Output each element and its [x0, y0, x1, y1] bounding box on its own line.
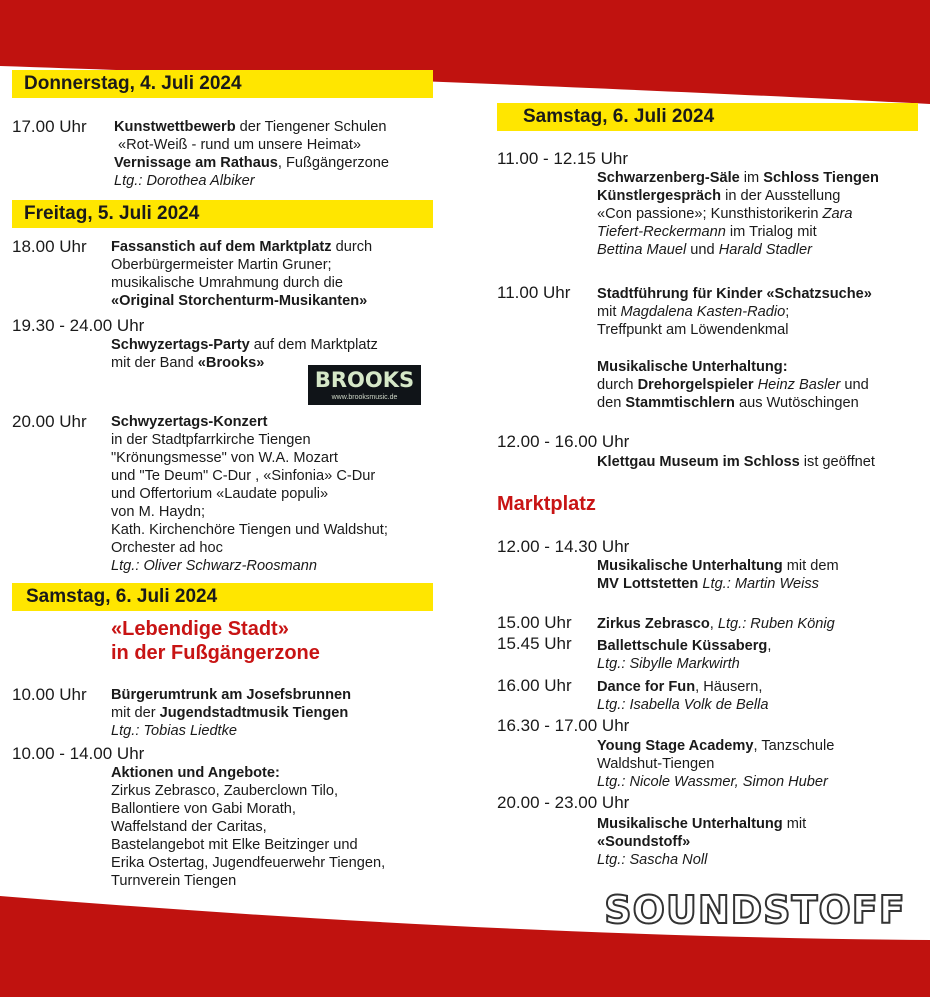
- marktplatz-event-5-line-1: Young Stage Academy, Tanzschule: [597, 738, 835, 754]
- saturday-left-event-1-line-1: Bürgerumtrunk am Josefsbrunnen: [111, 687, 352, 703]
- friday-time-1: 18.00 Uhr: [12, 237, 87, 256]
- saturday-left-time-2: 10.00 - 14.00 Uhr: [12, 744, 145, 763]
- saturday-right-event-2-line-1: Stadtführung für Kinder «Schatzsuche»: [597, 286, 872, 302]
- marktplatz-time-5: 16.30 - 17.00 Uhr: [497, 716, 630, 735]
- marktplatz-heading: Marktplatz: [497, 493, 596, 515]
- soundstoff-logo: SOUNDSTOFF: [604, 888, 906, 932]
- marktplatz-event-4-line-1: Dance for Fun, Häusern,: [597, 679, 763, 695]
- marktplatz-event-5-line-2: Waldshut-Tiengen: [597, 756, 715, 772]
- saturday-left-event-1-lead: Ltg.: Tobias Liedtke: [111, 723, 238, 739]
- saturday-left-time-1: 10.00 Uhr: [12, 685, 87, 704]
- friday-event-3-line: von M. Haydn;: [111, 504, 206, 520]
- saturday-right-event-3-line-2: durch Drehorgelspieler Heinz Basler und: [597, 377, 869, 393]
- saturday-right-event-1-line-3: «Con passione»; Kunsthistorikerin Zara: [597, 206, 853, 222]
- saturday-left-event-2-line: Zirkus Zebrasco, Zauberclown Tilo,: [111, 783, 339, 799]
- saturday-right-event-2-line-3: Treffpunkt am Löwendenkmal: [597, 322, 789, 338]
- friday-header: Freitag, 5. Juli 2024: [12, 200, 433, 228]
- saturday-left-event-2-title: Aktionen und Angebote:: [111, 765, 280, 781]
- friday-event-2-line-2: mit der Band «Brooks»: [111, 355, 265, 371]
- saturday-right-time-2: 11.00 Uhr: [497, 283, 571, 302]
- marktplatz-event-1-line-1: Musikalische Unterhaltung mit dem: [597, 558, 839, 574]
- saturday-right-event-1-line-2: Künstlergespräch in der Ausstellung: [597, 188, 841, 204]
- friday-event-1-line-4: «Original Storchenturm-Musikanten»: [111, 293, 368, 309]
- marktplatz-event-4-lead: Ltg.: Isabella Volk de Bella: [597, 697, 769, 713]
- brooks-logo-url: www.brooksmusic.de: [331, 394, 398, 401]
- brooks-logo-text: BROOKS: [314, 368, 415, 392]
- friday-event-1-line-2: Oberbürgermeister Martin Gruner;: [111, 257, 332, 273]
- saturday-right-event-2-line-2: mit Magdalena Kasten-Radio;: [597, 304, 790, 320]
- marktplatz-event-3-line-1: Ballettschule Küssaberg,: [597, 638, 772, 654]
- saturday-right-event-1-line-1: Schwarzenberg-Säle im Schloss Tiengen: [597, 170, 879, 186]
- friday-event-3-line: und "Te Deum" C-Dur , «Sinfonia» C-Dur: [111, 468, 376, 484]
- friday-event-1-line-3: musikalische Umrahmung durch die: [111, 275, 343, 291]
- friday-time-2: 19.30 - 24.00 Uhr: [12, 316, 145, 335]
- marktplatz-time-6: 20.00 - 23.00 Uhr: [497, 793, 630, 812]
- thursday-event-1-line-3: Vernissage am Rathaus, Fußgängerzone: [114, 155, 390, 171]
- marktplatz-time-1: 12.00 - 14.30 Uhr: [497, 537, 630, 556]
- saturday-right-event-3-title: Musikalische Unterhaltung:: [597, 359, 788, 375]
- saturday-right-time-3: 12.00 - 16.00 Uhr: [497, 432, 630, 451]
- marktplatz-time-4: 16.00 Uhr: [497, 676, 572, 695]
- thursday-event-1-line-2: «Rot-Weiß - rund um unsere Heimat»: [118, 137, 362, 153]
- saturday-left-header: Samstag, 6. Juli 2024: [12, 583, 433, 611]
- saturday-right-event-1-line-5: Bettina Mauel und Harald Stadler: [597, 242, 813, 258]
- friday-event-3-line: "Krönungsmesse" von W.A. Mozart: [111, 450, 338, 466]
- saturday-left-event-2-line: Erika Ostertag, Jugendfeuerwehr Tiengen,: [111, 855, 386, 871]
- friday-event-3-line: Kath. Kirchenchöre Tiengen und Waldshut;: [111, 522, 388, 538]
- thursday-event-1-lead: Ltg.: Dorothea Albiker: [114, 173, 255, 189]
- motto-line-2: in der Fußgängerzone: [111, 642, 320, 664]
- friday-event-3-line: in der Stadtpfarrkirche Tiengen: [111, 432, 311, 448]
- thursday-event-1-line-1: Kunstwettbewerb der Tiengener Schulen: [114, 119, 387, 135]
- friday-event-3-lead: Ltg.: Oliver Schwarz-Roosmann: [111, 558, 318, 574]
- friday-event-2-line-1: Schwyzertags-Party auf dem Marktplatz: [111, 337, 378, 353]
- marktplatz-event-3-lead: Ltg.: Sibylle Markwirth: [597, 656, 740, 672]
- marktplatz-event-6-lead: Ltg.: Sascha Noll: [597, 852, 708, 868]
- saturday-right-event-3-line-3: den Stammtischlern aus Wutöschingen: [597, 395, 859, 411]
- saturday-right-event-4-line-1: Klettgau Museum im Schloss ist geöffnet: [597, 454, 875, 470]
- saturday-right-header: Samstag, 6. Juli 2024: [497, 103, 918, 131]
- marktplatz-event-6-line-1: Musikalische Unterhaltung mit: [597, 816, 807, 832]
- friday-event-1-line-1: Fassanstich auf dem Marktplatz durch: [111, 239, 373, 255]
- saturday-left-event-2-line: Waffelstand der Caritas,: [111, 819, 267, 835]
- saturday-left-event-2-line: Bastelangebot mit Elke Beitzinger und: [111, 837, 358, 853]
- marktplatz-event-5-lead: Ltg.: Nicole Wassmer, Simon Huber: [597, 774, 828, 790]
- friday-event-3-line: Orchester ad hoc: [111, 540, 223, 556]
- saturday-right-time-1: 11.00 - 12.15 Uhr: [497, 149, 629, 168]
- marktplatz-time-3: 15.45 Uhr: [497, 634, 572, 653]
- friday-time-3: 20.00 Uhr: [12, 412, 87, 431]
- thursday-header: Donnerstag, 4. Juli 2024: [12, 70, 433, 98]
- friday-event-3-title: Schwyzertags-Konzert: [111, 414, 268, 430]
- friday-event-3-line: und Offertorium «Laudate populi»: [111, 486, 329, 502]
- brooks-logo: [308, 365, 421, 405]
- saturday-right-event-1-line-4: Tiefert-Reckermann im Trialog mit: [597, 224, 817, 240]
- saturday-left-event-1-line-2: mit der Jugendstadtmusik Tiengen: [111, 705, 349, 721]
- marktplatz-event-6-line-2: «Soundstoff»: [597, 834, 691, 850]
- marktplatz-event-1-line-2: MV Lottstetten Ltg.: Martin Weiss: [597, 576, 819, 592]
- saturday-left-event-2-line: Turnverein Tiengen: [111, 873, 237, 889]
- marktplatz-time-2: 15.00 Uhr: [497, 613, 572, 632]
- saturday-left-event-2-line: Ballontiere von Gabi Morath,: [111, 801, 296, 817]
- motto-line-1: «Lebendige Stadt»: [111, 618, 289, 640]
- thursday-time-1: 17.00 Uhr: [12, 117, 87, 136]
- marktplatz-event-2-line-1: Zirkus Zebrasco, Ltg.: Ruben König: [597, 616, 835, 632]
